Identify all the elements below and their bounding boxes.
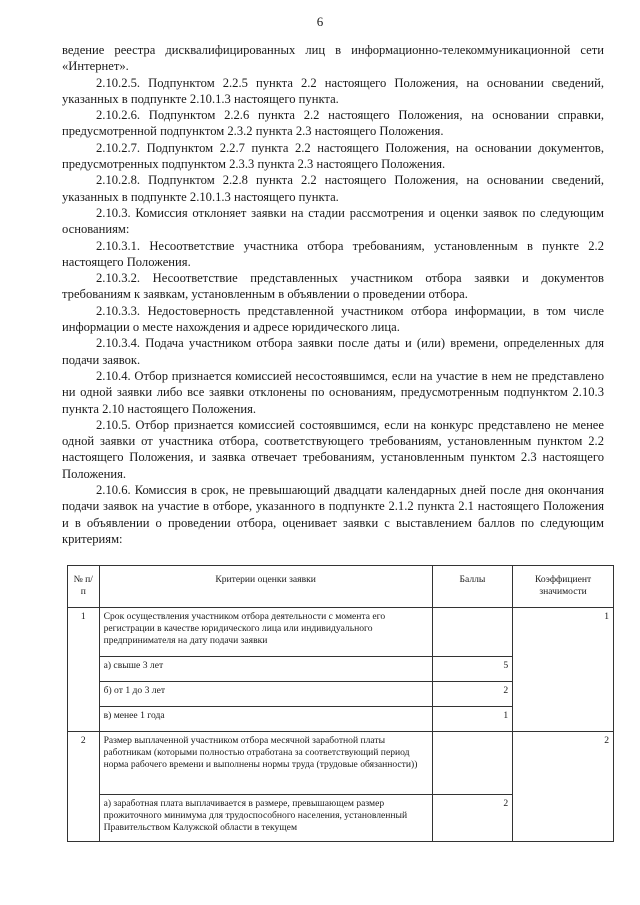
paragraph: ведение реестра дисквалифицированных лиц в информационно-телекоммуникационной сети «Интернет». <box>62 43 604 74</box>
paragraph: 2.10.3.4. Подача участником отбора заявки после даты и (или) времени, определенных для подачи заявок. <box>62 336 604 367</box>
score-cell <box>432 608 512 657</box>
score-cell: 5 <box>432 657 512 682</box>
criteria-cell: в) менее 1 года <box>99 707 432 732</box>
criteria-cell: Размер выплаченной участником отбора месячной заработной платы работникам (которыми полностью отработана за соответствующий период норма рабочего времени и выполнены нормы труда (трудовые обязанности)) <box>99 732 432 795</box>
paragraph: 2.10.3. Комиссия отклоняет заявки на стадии рассмотрения и оценки заявок по следующим основаниям: <box>62 205 604 237</box>
coef-cell: 2 <box>513 732 614 842</box>
paragraph: 2.10.3.2. Несоответствие представленных участником отбора заявки и документов требованиям к заявкам, установленным в объявлении о проведении отбора. <box>62 271 604 302</box>
header-criteria: Критерии оценки заявки <box>99 566 432 608</box>
paragraph: 2.10.3.3. Недостоверность представленной участником отбора информации, в том числе информации о месте нахождения и адресе юридического лица. <box>62 303 604 335</box>
paragraph: 2.10.2.8. Подпунктом 2.2.8 пункта 2.2 настоящего Положения, на основании сведений, указанных в подпункте 2.10.1.3 настоящего пункта. <box>62 173 604 204</box>
paragraph: 2.10.6. Комиссия в срок, не превышающий двадцати календарных дней после дня окончания подачи заявок на участие в отборе, указанного в подпункте 2.1.2 пункта 2.1 настоящего Положения и в объявлении о проведении отбора, оценивает заявки с выставлением баллов по следующим критериям: <box>62 483 604 546</box>
row-num: 2 <box>68 732 100 842</box>
document-body <box>62 42 604 547</box>
criteria-cell: а) свыше 3 лет <box>99 657 432 682</box>
header-num: № п/п <box>68 566 100 608</box>
paragraph: 2.10.3.1. Несоответствие участника отбора требованиям, установленным в пункте 2.2 настоящего Положения. <box>62 238 604 269</box>
paragraph: 2.10.2.6. Подпунктом 2.2.6 пункта 2.2 настоящего Положения, на основании справки, предусмотренной подпунктом 2.3.2 пункта 2.3 настоящего Положения. <box>62 108 604 139</box>
criteria-table <box>67 565 614 842</box>
paragraph: 2.10.2.5. Подпунктом 2.2.5 пункта 2.2 настоящего Положения, на основании сведений, указанных в подпункте 2.10.1.3 настоящего пункта. <box>62 75 604 106</box>
row-num: 1 <box>68 608 100 732</box>
score-cell: 2 <box>432 795 512 842</box>
score-cell <box>432 732 512 795</box>
paragraph: 2.10.2.7. Подпунктом 2.2.7 пункта 2.2 настоящего Положения, на основании документов, предусмотренных подпунктом 2.3.3 пункта 2.3 настоящего Положения. <box>62 140 604 172</box>
criteria-cell: б) от 1 до 3 лет <box>99 682 432 707</box>
header-coef: Коэффициент значимости <box>513 566 614 608</box>
table-row <box>68 608 614 657</box>
page-number: 6 <box>316 14 324 29</box>
header-score: Баллы <box>432 566 512 608</box>
table-header-row <box>68 566 614 608</box>
score-cell: 2 <box>432 682 512 707</box>
paragraph: 2.10.5. Отбор признается комиссией состоявшимся, если на конкурс представлено не менее одной заявки от участника отбора, соответствующего требованиям, установленным пунктом 2.2 настоящего Положения, и заявка отвечает требованиям, установленным пунктом 2.3 настоящего Положения. <box>62 417 604 481</box>
coef-cell: 1 <box>513 608 614 732</box>
paragraph: 2.10.4. Отбор признается комиссией несостоявшимся, если на участие в нем не представлено ни одной заявки либо все заявки отклонены по основаниям, предусмотренным подпунктом 2.10.3 пункта 2.10 настоящего Положения. <box>62 368 604 416</box>
score-cell: 1 <box>432 707 512 732</box>
criteria-cell: Срок осуществления участником отбора деятельности с момента его регистрации в качестве юридического лица или индивидуального предпринимателя на дату подачи заявки <box>99 608 432 657</box>
criteria-cell: а) заработная плата выплачивается в размере, превышающем размер прожиточного минимума для трудоспособного населения, установленный Правительством Калужской области в текущем <box>99 795 432 842</box>
table-row <box>68 732 614 795</box>
